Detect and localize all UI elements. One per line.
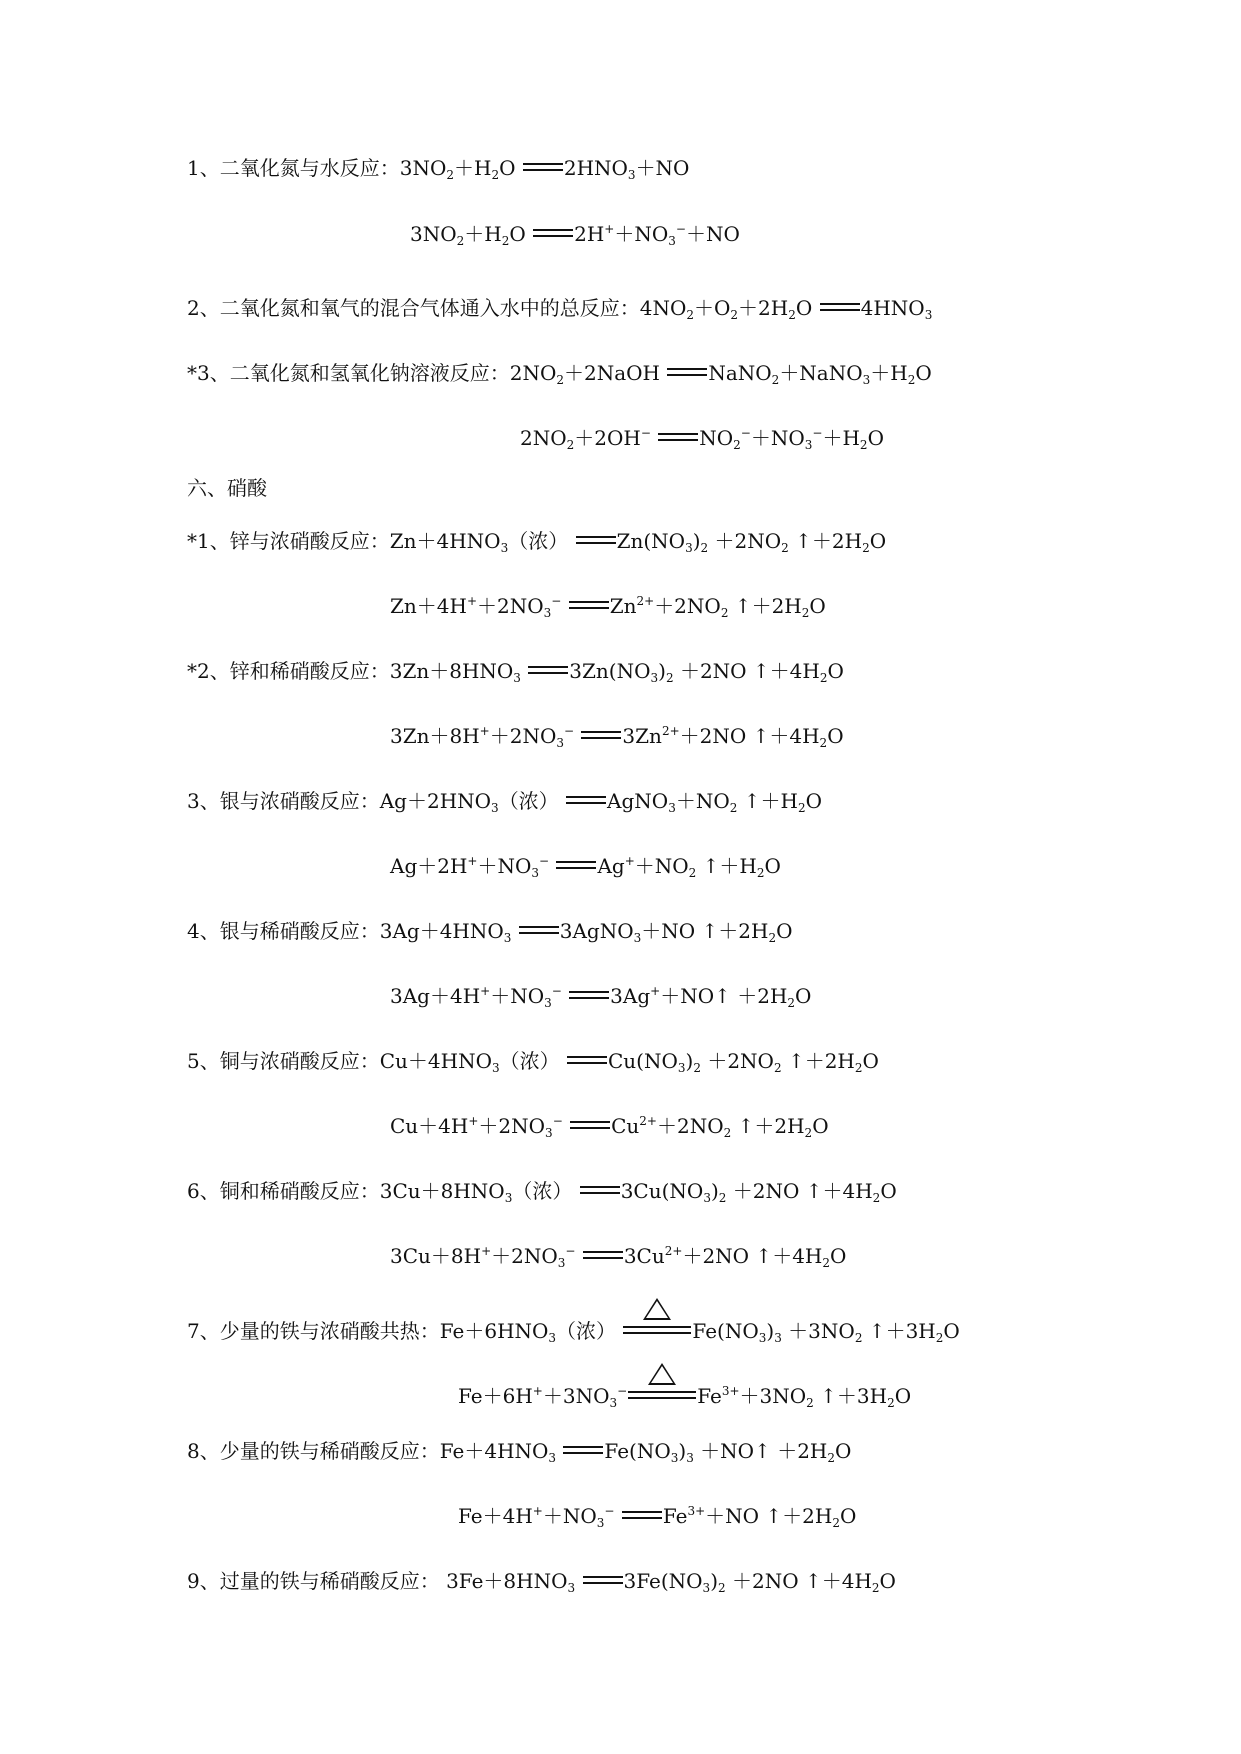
subscript: 2 [773, 1061, 782, 1075]
subscript: 2 [832, 1516, 840, 1530]
text-segment [563, 1114, 569, 1138]
equals-sign [519, 926, 559, 934]
superscript: + [468, 1114, 479, 1128]
text-segment [521, 659, 527, 683]
text-segment: ) [685, 1049, 694, 1073]
subscript: 2 [771, 373, 780, 387]
equals-sign [658, 433, 698, 441]
subscript: 3 [557, 1256, 566, 1270]
text-segment: 3AgNO [559, 919, 634, 943]
subscript: 3 [774, 1331, 782, 1345]
text-segment: Fe(NO [604, 1439, 671, 1463]
text-segment: ) [692, 529, 701, 553]
equation-line [520, 426, 884, 450]
subscript: 3 [503, 931, 512, 945]
text-segment: Ag [597, 854, 625, 878]
subscript: 2 [787, 996, 796, 1010]
text-segment [562, 984, 568, 1008]
equals-sign [583, 1251, 623, 1259]
superscript: 2+ [664, 1244, 683, 1258]
superscript: − [551, 984, 562, 998]
superscript: − [617, 1384, 628, 1398]
equation-line [187, 1439, 851, 1463]
text-segment: Cu(NO [607, 1049, 678, 1073]
text-segment: AgNO [607, 789, 669, 813]
text-segment [651, 426, 657, 450]
text-segment: ＋H [454, 156, 492, 180]
subscript: 2 [859, 438, 868, 452]
text-segment: O [827, 659, 844, 683]
text-segment: （浓） [556, 1319, 623, 1343]
text-segment: ＋2NO ↑＋4H [673, 659, 820, 683]
superscript: 3+ [721, 1384, 740, 1398]
subscript: 3 [685, 541, 693, 555]
text-segment: NaNO [708, 361, 772, 385]
subscript: 2 [556, 373, 564, 387]
text-segment: ↑＋2H [731, 1114, 805, 1138]
text-segment: O [499, 156, 522, 180]
text-segment: O [805, 789, 822, 813]
text-segment: ＋NO [750, 426, 805, 450]
superscript: 2+ [661, 724, 680, 738]
equals-sign [580, 1186, 620, 1194]
text-segment: ＋O [694, 296, 731, 320]
text-segment: ↑＋2H [781, 1049, 855, 1073]
equals-sign [528, 666, 568, 674]
text-segment: 3Cu [623, 1244, 665, 1268]
text-segment: ↑＋2H [728, 594, 802, 618]
text-segment: ＋NO [477, 854, 532, 878]
text-segment: O [776, 919, 793, 943]
text-segment: O [862, 1049, 879, 1073]
subscript: 2 [686, 308, 694, 322]
text-segment: *1、锌与浓硝酸反应：Zn＋4HNO [187, 529, 501, 553]
superscript: + [532, 1504, 543, 1518]
subscript: 3 [548, 1331, 557, 1345]
text-segment: 9、过量的铁与稀硝酸反应： 3Fe＋8HNO [187, 1569, 568, 1593]
text-segment: ＋NO↑ ＋2H [660, 984, 788, 1008]
text-segment: ＋2NO [654, 594, 721, 618]
subscript: 2 [854, 1061, 863, 1075]
equals-sign [566, 796, 606, 804]
superscript: + [467, 854, 478, 868]
subscript: 3 [703, 1191, 711, 1205]
superscript: 2+ [636, 594, 655, 608]
subscript: 3 [668, 234, 676, 248]
subscript: 3 [543, 606, 552, 620]
text-segment: ＋NO [542, 1504, 597, 1528]
subscript: 2 [566, 438, 575, 452]
text-segment: 4、银与稀硝酸反应：3Ag＋4HNO [187, 919, 504, 943]
subscript: 2 [819, 736, 828, 750]
text-segment: O [894, 1384, 912, 1408]
text-segment: Cu [611, 1114, 640, 1138]
subscript: 2 [822, 1256, 830, 1270]
superscript: 2+ [639, 1114, 657, 1128]
text-segment: Cu＋4H [390, 1114, 469, 1138]
text-segment: ＋2OH [574, 426, 641, 450]
text-segment: ＋2NO [478, 1114, 546, 1138]
subscript: 2 [781, 541, 789, 555]
text-segment: O [879, 1569, 896, 1593]
subscript: 3 [544, 996, 552, 1010]
text-segment: O [915, 361, 932, 385]
subscript: 3 [545, 1126, 553, 1140]
subscript: 2 [862, 541, 870, 555]
text-segment: Fe [697, 1384, 722, 1408]
text-segment [575, 1569, 581, 1593]
equation-line [187, 156, 689, 180]
text-segment: ＋2NO ↑＋4H [682, 1244, 823, 1268]
text-segment: 3Ag [610, 984, 651, 1008]
text-segment: ＋2NaOH [564, 361, 667, 385]
text-segment: 3Ag＋4H [390, 984, 481, 1008]
text-segment: ↑＋3H [813, 1384, 888, 1408]
subscript: 3 [491, 1061, 500, 1075]
subscript: 2 [887, 1396, 895, 1410]
subscript: 3 [670, 1451, 679, 1465]
equation-line [458, 1504, 856, 1528]
text-segment: ) [710, 1569, 718, 1593]
text-segment: ＋NO [634, 854, 689, 878]
text-segment: ＋NO ↑＋2H [705, 1504, 833, 1528]
subscript: 2 [501, 234, 510, 248]
text-segment: O [812, 1114, 829, 1138]
equation-line [390, 724, 844, 748]
equals-sign [622, 1511, 662, 1519]
text-segment: ＋NaNO [779, 361, 863, 385]
subscript: 2 [819, 671, 828, 685]
equation-line [410, 222, 740, 246]
text-segment: ＋NO [635, 156, 690, 180]
equation-line [187, 296, 932, 320]
subscript: 2 [720, 606, 729, 620]
text-segment: ＋2NO ↑＋4H [726, 1179, 873, 1203]
subscript: 3 [513, 671, 521, 685]
superscript: − [675, 222, 686, 236]
text-segment: 3Zn(NO [569, 659, 651, 683]
subscript: 3 [504, 1191, 513, 1205]
equals-sign [820, 303, 860, 311]
subscript: 3 [548, 1451, 557, 1465]
subscript: 2 [729, 801, 738, 815]
text-segment: 7、少量的铁与浓硝酸共热：Fe＋6HNO [187, 1319, 549, 1343]
text-segment [561, 594, 567, 618]
text-segment [549, 854, 555, 878]
subscript: 3 [596, 1516, 605, 1530]
text-segment: NO [699, 426, 734, 450]
subscript: 3 [804, 438, 813, 452]
text-segment: 2HNO [563, 156, 628, 180]
superscript: − [812, 426, 823, 440]
subscript: 2 [700, 541, 709, 555]
subscript: 2 [806, 1396, 814, 1410]
subscript: 2 [446, 168, 454, 182]
subscript: 2 [723, 1126, 732, 1140]
subscript: 2 [935, 1331, 944, 1345]
equation-line [187, 1319, 960, 1343]
text-segment: 2、二氧化氮和氧气的混合气体通入水中的总反应：4NO [187, 296, 687, 320]
text-segment: ↑＋2H [788, 529, 863, 553]
text-segment: ＋2NO [708, 529, 782, 553]
text-segment: （浓） [498, 789, 566, 813]
text-segment: Fe(NO [692, 1319, 759, 1343]
subscript: 3 [650, 671, 659, 685]
subscript: 3 [924, 308, 933, 322]
subscript: 2 [718, 1191, 727, 1205]
subscript: 3 [686, 1451, 694, 1465]
equals-sign [583, 1576, 623, 1584]
subscript: 3 [758, 1331, 767, 1345]
superscript: − [740, 426, 751, 440]
text-segment: （浓） [499, 1049, 566, 1073]
text-segment: O [809, 594, 826, 618]
subscript: 3 [862, 373, 871, 387]
text-segment: Fe＋4H [458, 1504, 533, 1528]
subscript: 2 [693, 1061, 701, 1075]
text-segment: 3Cu＋8H [390, 1244, 482, 1268]
superscript: + [650, 984, 661, 998]
equals-sign [569, 991, 609, 999]
text-segment: ＋2NO [657, 1114, 724, 1138]
subscript: 2 [872, 1191, 881, 1205]
subscript: 3 [556, 736, 564, 750]
text-segment [556, 1439, 562, 1463]
subscript: 3 [668, 801, 676, 815]
text-segment: ＋NO [685, 222, 740, 246]
text-segment: ↑＋3H [862, 1319, 936, 1343]
superscript: + [532, 1384, 543, 1398]
subscript: 2 [688, 866, 697, 880]
text-segment: ) [678, 1439, 687, 1463]
text-segment: 8、少量的铁与稀硝酸反应：Fe＋4HNO [187, 1439, 549, 1463]
text-segment: O [795, 296, 819, 320]
text-segment: ＋NO↑ ＋2H [693, 1439, 828, 1463]
text-segment: 5、铜与浓硝酸反应：Cu＋4HNO [187, 1049, 492, 1073]
superscript: + [466, 594, 478, 608]
text-segment: ＋H [870, 361, 908, 385]
text-segment: 3NO [410, 222, 457, 246]
superscript: − [565, 1244, 576, 1258]
text-segment: Zn [609, 594, 637, 618]
text-segment: ＋NO ↑＋2H [641, 919, 769, 943]
subscript: 2 [871, 1581, 880, 1595]
text-segment: ＋2NO [477, 594, 544, 618]
subscript: 2 [456, 234, 465, 248]
subscript: 2 [768, 931, 777, 945]
subscript: 2 [827, 1451, 836, 1465]
heat-triangle-icon [648, 1363, 676, 1385]
equation-line [390, 854, 781, 878]
text-segment [575, 1244, 581, 1268]
subscript: 2 [788, 308, 796, 322]
text-segment: ) [766, 1319, 775, 1343]
equals-sign [563, 1446, 603, 1454]
text-segment: ＋2NO ↑＋4H [725, 1569, 872, 1593]
subscript: 3 [633, 931, 642, 945]
text-segment: ↑＋H [696, 854, 757, 878]
equals-sign [556, 861, 596, 869]
equation-line [187, 659, 844, 683]
text-segment: O [795, 984, 812, 1008]
superscript: − [640, 426, 651, 440]
text-segment: O [830, 1244, 847, 1268]
equation-line [390, 594, 826, 618]
subscript: 3 [677, 1061, 686, 1075]
text-segment: ＋3NO [739, 1384, 807, 1408]
equation-line [187, 1569, 896, 1593]
text-segment: ＋NO [675, 789, 730, 813]
text-segment: O [880, 1179, 897, 1203]
text-segment: *2、锌和稀硝酸反应：3Zn＋8HNO [187, 659, 514, 683]
subscript: 2 [718, 1581, 726, 1595]
subscript: 3 [627, 168, 636, 182]
text-segment [511, 919, 517, 943]
text-segment: ＋3NO [542, 1384, 610, 1408]
subscript: 3 [609, 1396, 618, 1410]
text-segment: 3Zn＋8H [390, 724, 480, 748]
subscript: 3 [491, 801, 499, 815]
superscript: + [480, 984, 491, 998]
text-segment: ＋H [464, 222, 502, 246]
superscript: − [564, 724, 575, 738]
subscript: 3 [500, 541, 509, 555]
equation-line [390, 1244, 846, 1268]
text-segment: Zn＋4H [390, 594, 467, 618]
text-segment: Zn(NO [616, 529, 686, 553]
text-segment: O [509, 222, 533, 246]
text-segment: Fe＋6H [458, 1384, 533, 1408]
text-segment: 3、银与浓硝酸反应：Ag＋2HNO [187, 789, 492, 813]
text-segment: 1、二氧化氮与水反应：3NO [187, 156, 447, 180]
text-segment: O [839, 1504, 857, 1528]
equation-line [187, 789, 822, 813]
text-segment: ＋H [822, 426, 860, 450]
text-segment: O [943, 1319, 960, 1343]
text-segment: 4HNO [860, 296, 925, 320]
text-segment [574, 724, 580, 748]
subscript: 2 [491, 168, 500, 182]
subscript: 3 [567, 1581, 576, 1595]
text-segment: 六、硝酸 [187, 476, 267, 500]
subscript: 3 [531, 866, 540, 880]
heated-equals-sign [623, 1326, 691, 1334]
text-segment: 3Fe(NO [623, 1569, 703, 1593]
text-segment [614, 1504, 620, 1528]
subscript: 2 [756, 866, 765, 880]
equation-line [390, 984, 811, 1008]
text-segment: 3Cu(NO [620, 1179, 704, 1203]
superscript: − [604, 1504, 615, 1518]
text-segment: O [764, 854, 781, 878]
subscript: 2 [801, 606, 810, 620]
superscript: 3+ [687, 1504, 706, 1518]
text-segment: ↑＋H [737, 789, 798, 813]
equation-line [187, 361, 932, 385]
text-segment: O [835, 1439, 852, 1463]
equation-line [187, 1179, 897, 1203]
superscript: + [624, 854, 635, 868]
text-segment: ) [710, 1179, 719, 1203]
equation-line [187, 919, 793, 943]
superscript: − [551, 594, 562, 608]
superscript: − [552, 1114, 563, 1128]
equals-sign [667, 368, 707, 376]
equation-line [187, 529, 886, 553]
equation-line [458, 1384, 911, 1408]
equation-line [187, 476, 267, 500]
subscript: 2 [733, 438, 741, 452]
equals-sign [567, 1056, 607, 1064]
heat-triangle-icon [643, 1298, 671, 1320]
text-segment: ＋2NO [700, 1049, 774, 1073]
text-segment: （浓） [508, 529, 575, 553]
text-segment: 2NO [520, 426, 567, 450]
text-segment: O [827, 724, 844, 748]
text-segment: ＋NO [490, 984, 545, 1008]
text-segment: ＋2NO ↑＋4H [679, 724, 820, 748]
text-segment: ＋NO [614, 222, 669, 246]
text-segment: ＋2H [738, 296, 789, 320]
subscript: 2 [907, 373, 916, 387]
superscript: − [539, 854, 550, 868]
equals-sign [533, 229, 573, 237]
text-segment: 3Zn [622, 724, 662, 748]
text-segment: ＋2NO [491, 1244, 558, 1268]
subscript: 2 [854, 1331, 863, 1345]
text-segment: ＋2NO [489, 724, 557, 748]
text-segment: Fe [662, 1504, 688, 1528]
text-segment: Ag＋2H [390, 854, 468, 878]
subscript: 3 [702, 1581, 711, 1595]
equals-sign [576, 536, 616, 544]
equals-sign [523, 163, 563, 171]
heated-equals-sign [628, 1391, 696, 1399]
text-segment: ) [658, 659, 666, 683]
text-segment: （浓） [512, 1179, 579, 1203]
equals-sign [570, 1121, 610, 1129]
text-segment: *3、二氧化氮和氢氧化钠溶液反应：2NO [187, 361, 557, 385]
text-segment: 6、铜和稀硝酸反应：3Cu＋8HNO [187, 1179, 505, 1203]
subscript: 2 [804, 1126, 813, 1140]
subscript: 2 [730, 308, 739, 322]
superscript: + [479, 724, 490, 738]
superscript: + [481, 1244, 492, 1258]
superscript: + [604, 222, 615, 236]
subscript: 2 [797, 801, 806, 815]
text-segment: O [869, 529, 887, 553]
equation-line [187, 1049, 879, 1073]
text-segment: ＋3NO [781, 1319, 855, 1343]
equation-line [390, 1114, 829, 1138]
equals-sign [569, 601, 609, 609]
text-segment: O [867, 426, 884, 450]
text-segment: 2H [574, 222, 605, 246]
equals-sign [581, 731, 621, 739]
subscript: 2 [665, 671, 674, 685]
